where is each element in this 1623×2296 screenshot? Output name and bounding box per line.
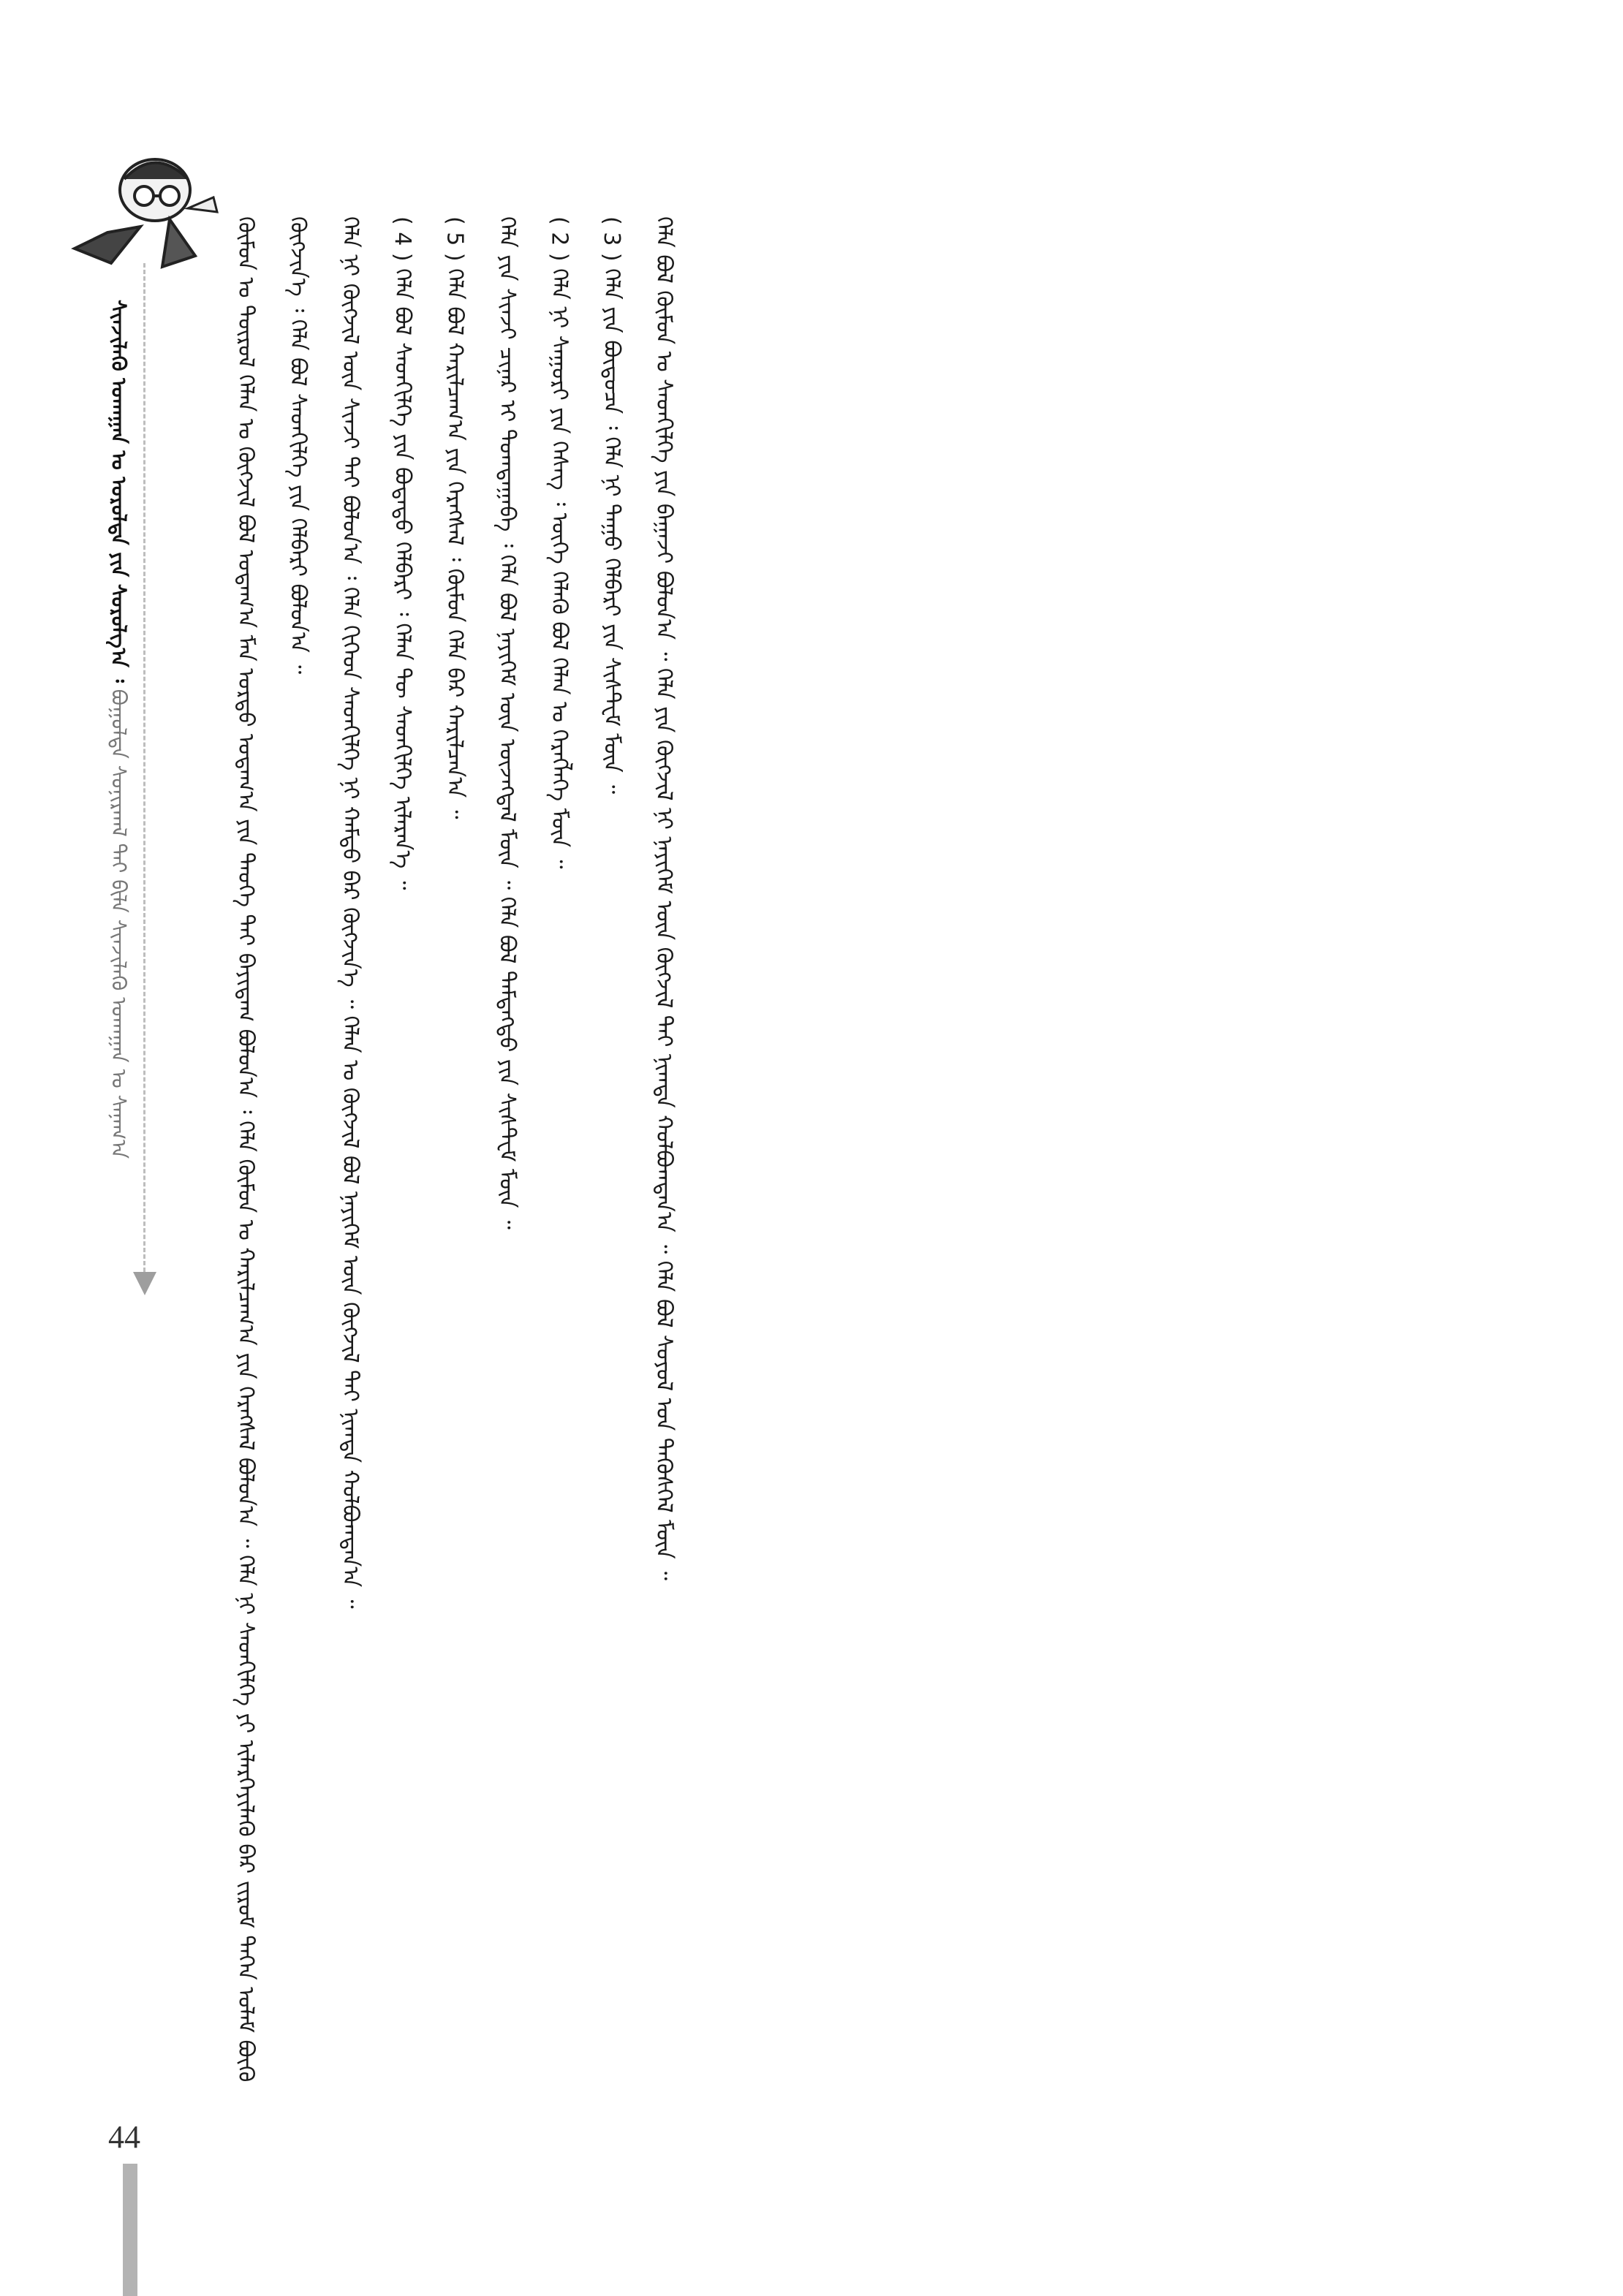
- header-divider: [143, 263, 145, 1272]
- body-text: [219, 216, 1396, 2102]
- paragraph: ᠬᠡᠯᠡ ᠶᠢᠨ ᠰᠢᠨᠵᠢ ᠴᠢᠨᠠᠷ ᠢ ᠲᠣᠭᠲᠠᠭᠠᠪᠠ ᠄ ᠬᠡᠯᠡ ᠪᠣᠯ ᠨᠡᠶᠢᠭᠡᠮ ᠦᠨ ᠦᠵᠡᠭᠳᠡᠯ ᠮᠥᠨ ᠃ ᠬᠡᠯᠡ ᠪᠣᠯ ᠲᠡᠮᠳᠡᠭᠲᠦ ᠶᠢᠨ ᠰᠢᠰᠲ᠋ᠧᠮ ᠮᠥᠨ ᠃: [494, 216, 520, 1230]
- page-number: 44: [108, 2119, 140, 2155]
- paragraph: ( 3 ) ᠬᠡᠯᠡ ᠶᠢᠨ ᠪᠦᠲᠦᠴᠡ ᠄ ᠬᠡᠯᠡ ᠨᠢ ᠳᠠᠭᠤ ᠬᠡᠯᠪᠡᠷᠢ ᠶᠢᠨ ᠰᠢᠰᠲ᠋ᠧᠮ ᠮᠥᠨ ᠃: [599, 216, 624, 795]
- paragraph: ( 5 ) ᠬᠡᠯᠡ ᠪᠣᠯ ᠬᠠᠷᠢᠯᠴᠠᠭ᠎ᠠ ᠶᠢᠨ ᠬᠡᠷᠡᠭᠰᠡᠯ ᠄ ᠬᠦᠮᠦᠨ ᠬᠡᠯᠡ ᠪᠡᠷ ᠬᠠᠷᠢᠯᠴᠠᠨ᠎ᠠ ᠃: [442, 216, 468, 819]
- header-arrow-icon: [133, 1272, 156, 1295]
- header-title: ᠰᠢᠨᠵᠢᠯᠡᠬᠦ ᠤᠬᠠᠭᠠᠨ ᠤ ᠤᠷᠤᠯᠲᠠ ᠶᠢᠨ ᠰᠤᠷᠤᠯᠭ᠎ᠠ ᠄: [107, 300, 131, 683]
- paragraph: ᠬᠡᠯᠡ ᠪᠣᠯ ᠬᠦᠮᠦᠨ ᠤ ᠰᠡᠳᠬᠢᠯᠭᠡ ᠶᠢᠨ ᠪᠠᠭᠠᠵᠢ ᠪᠣᠯᠤᠨ᠎ᠠ ᠃ ᠬᠡᠯᠡ ᠶᠢᠨ ᠬᠥᠭᠵᠢᠯ ᠨᠢ ᠨᠡᠶᠢᠭᠡᠮ ᠦᠨ ᠬᠥᠭᠵᠢᠯ ᠲᠡᠢ ᠨᠢᠭᠲᠠ ᠬᠣᠯᠪᠣᠭᠳᠠᠨ᠎ᠠ ᠃ ᠬᠡᠯᠡ ᠪᠣᠯ ᠰᠣᠶᠣᠯ ᠤᠨ ᠲᠡᠭᠦᠰᠬᠡᠯ ᠮᠥᠨ ᠃: [651, 216, 677, 1581]
- header-subtitle: ᠪᠣᠭᠣᠯᠳᠠ ᠰᠣᠨᠢᠷᠬᠠᠯ ᠲᠠᠶ ᠪᠢᠯᠡ ᠰᠢᠨᠵᠢᠯᠡᠬᠦ ᠤᠬᠠᠭᠠᠨ ᠤ ᠰᠠᠨᠠᠭ᠎ᠠ: [107, 689, 131, 1159]
- page-edge-bar: [123, 2164, 137, 2296]
- paragraph: ( 4 ) ᠬᠡᠯᠡ ᠪᠣᠯ ᠰᠡᠳᠬᠢᠯᠭᠡ ᠶᠢᠨ ᠪᠣᠳᠠᠲᠤ ᠬᠡᠯᠪᠡᠷᠢ ᠄ ᠬᠡᠯᠡᠨ ᠲᠦ ᠰᠡᠳᠬᠢᠯᠭᠡ ᠢᠯᠡᠷᠡᠨ᠎ᠡ ᠃: [390, 216, 415, 890]
- running-header: [102, 300, 135, 1250]
- mascot-illustration: [67, 139, 228, 285]
- paragraph: ( 2 ) ᠬᠡᠯᠡ ᠨᠢ ᠰᠠᠭᠤᠷᠢ ᠶᠢᠨ ᠬᠡᠰᠡᠭ ᠄ ᠦᠭᠡ ᠬᠡᠯᠡᠬᠦ ᠪᠣᠯ ᠬᠡᠯᠡᠨ ᠤ ᠬᠡᠷᠡᠭᠯᠡᠭᠡ ᠮᠥᠨ ᠃: [546, 216, 572, 869]
- paragraph: ᠬᠦᠮᠦᠨ ᠤ ᠲᠥᠷᠥᠯ ᠬᠡᠯᠡᠨ ᠤ ᠬᠥᠭᠵᠢᠯ ᠪᠣᠯ ᠤᠳᠠᠭ᠎ᠠ ᠮᠡᠨ ᠤᠷᠲᠤ ᠤᠳᠠᠭ᠎ᠠ ᠶᠢᠨ ᠲᠡᠦᠬᠡ ᠲᠠᠶ ᠪᠠᠶᠢᠳᠠᠭ ᠪᠣᠯᠤᠨ᠎ᠠ ᠄ ᠬᠡᠯᠡ ᠬᠦᠮᠦᠨ ᠤ ᠬᠠᠷᠢᠯᠴᠠᠭ᠎ᠠ ᠶᠢᠨ ᠬᠡᠷᠡᠭᠰᠡᠯ ᠪᠣᠯᠤᠨ᠎ᠠ ᠃ ᠬᠡᠯᠡ ᠨᠢ ᠰᠡᠳᠬᠢᠯᠭᠡ ᠶᠢ ᠢᠯᠡᠷᠬᠡᠶᠢᠯᠡᠬᠦ ᠪᠡᠷ ᠵᠢᠷᠤᠮ ᠳᠡᠭᠡᠨ ᠤᠯᠠᠮ ᠪᠥᠬᠥ ᠬᠥᠭᠵᠢᠨ᠎ᠡ ᠄ ᠬᠡᠯᠡ ᠪᠣᠯ ᠰᠡᠳᠬᠢᠯᠭᠡ ᠶᠢᠨ ᠬᠡᠯᠪᠡᠷᠢ ᠪᠣᠯᠤᠨ᠎ᠠ ᠃: [232, 216, 311, 2083]
- paragraph: ᠬᠡᠯᠡ ᠨᠢ ᠬᠥᠭᠵᠢᠯ ᠦᠨ ᠰᠢᠨᠵᠢ ᠲᠡᠢ ᠪᠣᠯᠤᠨ᠎ᠠ ᠄ ᠬᠡᠯᠡ ᠬᠢᠭᠡᠳ ᠰᠡᠳᠬᠢᠯᠭᠡ ᠨᠢ ᠬᠠᠮᠲᠤ ᠪᠡᠷ ᠬᠥᠭᠵᠢᠨ᠎ᠡ ᠃ ᠬᠡᠯᠡᠨ ᠤ ᠬᠥᠭᠵᠢᠯ ᠪᠣᠯ ᠨᠡᠶᠢᠭᠡᠮ ᠦᠨ ᠬᠥᠭᠵᠢᠯ ᠲᠡᠢ ᠨᠢᠭᠲᠠ ᠬᠣᠯᠪᠣᠭᠳᠠᠨ᠎ᠠ ᠃: [337, 216, 363, 1609]
